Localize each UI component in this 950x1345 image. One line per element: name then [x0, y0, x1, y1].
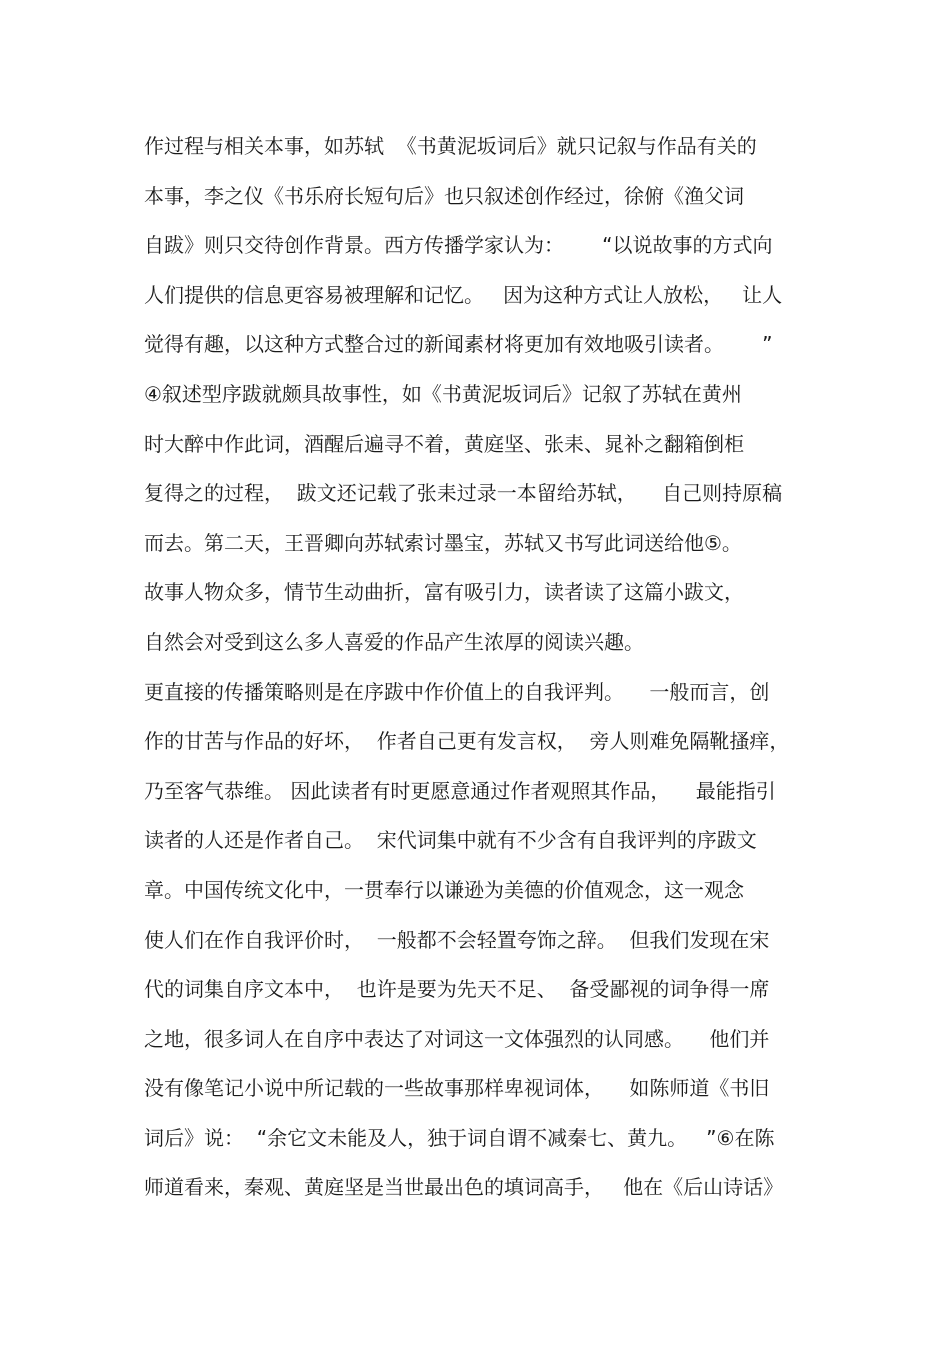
text-line: 而去。第二天，王晋卿向苏轼索讨墨宝，苏轼又书写此词送给他⑤。	[144, 530, 742, 555]
body-text	[144, 122, 814, 1213]
text-line: 自然会对受到这么多人喜爱的作品产生浓厚的阅读兴趣。	[144, 629, 644, 654]
text-line: 觉得有趣，以这种方式整合过的新闻素材将更加有效地吸引读者。 ”	[144, 332, 773, 357]
text-line: 词后》说： “余它文未能及人，独于词自谓不减秦七、黄九。 ”⑥在陈	[144, 1125, 775, 1150]
text-line: 之地，很多词人在自序中表达了对词这一文体强烈的认同感。 他们并	[144, 1026, 770, 1051]
text-line: 读者的人还是作者自己。 宋代词集中就有不少含有自我评判的序跋文	[144, 828, 757, 853]
text-line: 复得之的过程， 跋文还记载了张耒过录一本留给苏轼， 自己则持原稿	[144, 481, 783, 506]
text-line: 代的词集自序文本中， 也许是要为先天不足、 备受鄙视的词争得一席	[144, 977, 770, 1002]
text-line: 更直接的传播策略则是在序跋中作价值上的自我评判。 一般而言，创	[144, 679, 770, 704]
text-line: 时大醉中作此词，酒醒后遍寻不着，黄庭坚、张耒、晁补之翻箱倒柜	[144, 431, 744, 456]
text-line: 作的甘苦与作品的好坏， 作者自己更有发言权， 旁人则难免隔靴搔痒，	[144, 729, 790, 754]
text-line: 人们提供的信息更容易被理解和记忆。 因为这种方式让人放松， 让人	[144, 282, 783, 307]
text-line: 本事，李之仪《书乐府长短句后》也只叙述创作经过，徐俯《渔父词	[144, 183, 744, 208]
text-line: 章。中国传统文化中，一贯奉行以谦逊为美德的价值观念，这一观念	[144, 877, 744, 902]
text-line: ④叙述型序跋就颇具故事性，如《书黄泥坂词后》记叙了苏轼在黄州	[144, 381, 742, 406]
text-line: 师道看来，秦观、黄庭坚是当世最出色的填词高手， 他在《后山诗话》	[144, 1175, 784, 1200]
text-line: 作过程与相关本事，如苏轼 《书黄泥坂词后》就只记叙与作品有关的	[144, 134, 757, 158]
text-line: 自跋》则只交待创作背景。西方传播学家认为： “以说故事的方式向	[144, 233, 773, 258]
text-line: 乃至客气恭维。 因此读者有时更愿意通过作者观照其作品， 最能指引	[144, 778, 776, 803]
text-line: 没有像笔记小说中所记载的一些故事那样卑视词体， 如陈师道《书旧	[144, 1076, 770, 1101]
text-line: 使人们在作自我评价时， 一般都不会轻置夸饰之辞。 但我们发现在宋	[144, 927, 770, 952]
text-line: 故事人物众多，情节生动曲折，富有吸引力，读者读了这篇小跋文，	[144, 580, 744, 605]
